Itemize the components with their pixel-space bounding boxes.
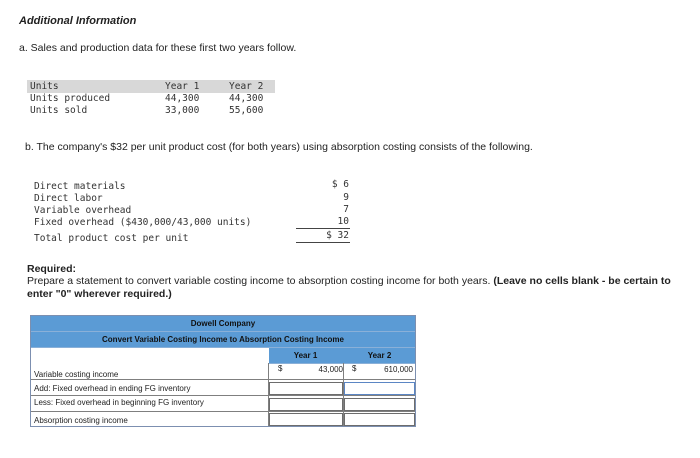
currency-symbol: $ bbox=[278, 364, 283, 373]
year2-value: 610,000 bbox=[384, 365, 413, 374]
year1-value: 43,000 bbox=[318, 365, 343, 374]
cost-value: 10 bbox=[337, 216, 349, 227]
section-heading: Additional Information bbox=[19, 15, 137, 27]
required-title: Required: bbox=[27, 263, 77, 275]
row-label: Variable costing income bbox=[34, 370, 119, 379]
column-divider bbox=[343, 363, 344, 426]
note-b: b. The company's $32 per unit product cost (for both years) using absorption costing consists of the following. bbox=[25, 141, 533, 153]
units-row-year2: 44,300 bbox=[229, 93, 264, 104]
units-header-label: Units bbox=[30, 81, 59, 92]
subtotal-rule bbox=[296, 228, 350, 229]
column-year1: Year 1 bbox=[293, 351, 318, 360]
column-year2: Year 2 bbox=[367, 351, 392, 360]
note-a: a. Sales and production data for these first two years follow. bbox=[19, 42, 297, 54]
required-emphasis: (Leave no cells blank - be certain to enter "0" wherever required.) bbox=[27, 275, 671, 300]
units-header-year2: Year 2 bbox=[229, 81, 264, 92]
cost-value: $ 6 bbox=[331, 179, 349, 190]
company-name: Dowell Company bbox=[190, 319, 256, 328]
required-text bbox=[27, 275, 687, 301]
units-row-label: Units produced bbox=[30, 93, 111, 104]
year1-input[interactable] bbox=[269, 382, 343, 395]
cost-label: Variable overhead bbox=[34, 205, 132, 216]
row-label: Less: Fixed overhead in beginning FG inventory bbox=[34, 398, 204, 407]
units-table bbox=[27, 80, 275, 119]
cost-total-label: Total product cost per unit bbox=[34, 233, 189, 244]
cost-total-value: $ 32 bbox=[326, 230, 349, 241]
year2-input[interactable] bbox=[344, 398, 415, 411]
total-rule bbox=[296, 242, 350, 243]
year2-input[interactable] bbox=[344, 413, 415, 426]
units-row-label: Units sold bbox=[30, 105, 88, 116]
units-row-year1: 44,300 bbox=[165, 93, 200, 104]
cost-label: Fixed overhead ($430,000/43,000 units) bbox=[34, 217, 252, 228]
cost-value: 7 bbox=[343, 204, 349, 215]
row-label: Add: Fixed overhead in ending FG inventory bbox=[34, 384, 191, 393]
table-row bbox=[31, 395, 415, 412]
row-label: Absorption costing income bbox=[34, 416, 128, 425]
currency-symbol: $ bbox=[352, 364, 357, 373]
year1-input[interactable] bbox=[269, 413, 343, 426]
year1-input[interactable] bbox=[269, 398, 343, 411]
statement-title: Convert Variable Costing Income to Absorption Costing Income bbox=[102, 335, 344, 344]
units-header-year1: Year 1 bbox=[165, 81, 200, 92]
answer-table bbox=[30, 315, 416, 427]
cost-label: Direct materials bbox=[34, 181, 126, 192]
units-row-year1: 33,000 bbox=[165, 105, 200, 116]
table-row bbox=[31, 411, 415, 428]
year2-input[interactable] bbox=[344, 382, 415, 395]
units-row-year2: 55,600 bbox=[229, 105, 264, 116]
column-divider bbox=[268, 363, 269, 426]
table-row bbox=[31, 363, 415, 379]
table-row bbox=[31, 379, 415, 396]
cost-value: 9 bbox=[343, 192, 349, 203]
required-instruction: Prepare a statement to convert variable costing income to absorption costing income for both years. bbox=[27, 275, 491, 287]
cost-label: Direct labor bbox=[34, 193, 103, 204]
